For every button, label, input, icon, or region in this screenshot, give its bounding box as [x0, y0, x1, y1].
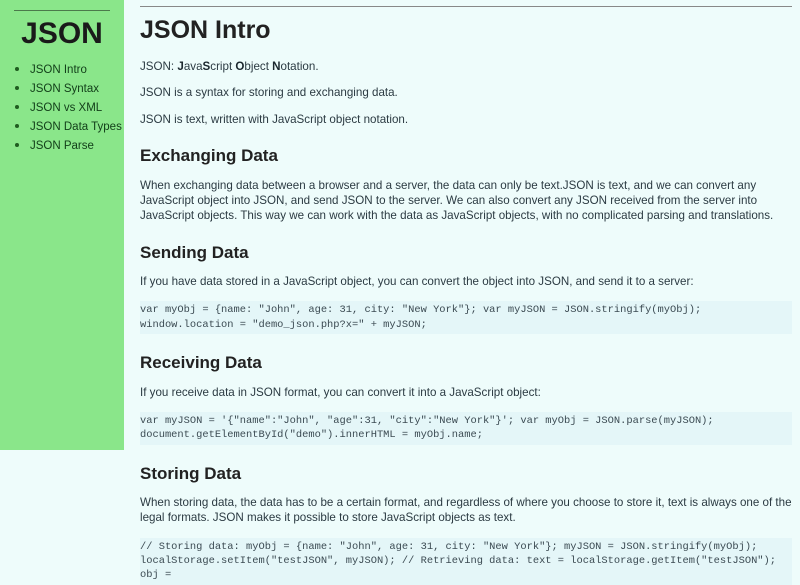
main-content	[124, 0, 800, 582]
list-item	[30, 98, 124, 116]
section-heading-sending-data: Sending Data	[140, 242, 249, 262]
code-block-sending-data: var myObj = {name: "John", age: 31, city: "New York"}; var myJSON = JSON.stringify(myObj); window.location = "demo_json.php?x=" + myJSON;	[140, 301, 792, 334]
acronym-cript: cript	[210, 59, 236, 73]
acronym-letter-o: O	[235, 59, 245, 73]
sidebar-item-json-parse[interactable]: JSON Parse	[30, 140, 94, 152]
section-heading-exchanging-data: Exchanging Data	[140, 146, 278, 166]
section-heading-storing-data: Storing Data	[140, 463, 242, 483]
sidebar-inner	[0, 0, 124, 154]
code-block-storing-data: // Storing data: myObj = {name: "John", age: 31, city: "New York"}; myJSON = JSON.stringify(myObj); localStorage.setItem("testJSON", myJSON); // Retrieving data: text = localStorage.getItem("testJSON"); obj =	[140, 538, 792, 585]
sidebar-item-json-syntax[interactable]: JSON Syntax	[30, 83, 100, 95]
section-paragraph-receiving-data: If you receive data in JSON format, you can convert it into a JavaScript object:	[140, 385, 541, 399]
content-top-divider	[140, 6, 792, 7]
list-item	[30, 60, 124, 78]
acronym-bject: bject	[244, 59, 273, 73]
section-paragraph-storing-data: When storing data, the data has to be a certain format, and regardless of where you choose to store it, text is always one of the legal formats. JSON makes it possible to store JavaScript objects as text.	[140, 496, 792, 525]
list-item	[30, 136, 124, 154]
sidebar	[0, 0, 124, 450]
acronym-letter-j: J	[177, 59, 184, 73]
acronym-prefix: JSON:	[140, 59, 178, 73]
section-paragraph-sending-data: If you have data stored in a JavaScript object, you can convert the object into JSON, and send it to a server:	[140, 275, 694, 289]
intro-paragraph-2: JSON is text, written with JavaScript object notation.	[140, 113, 409, 127]
section-heading-receiving-data: Receiving Data	[140, 353, 262, 373]
list-item	[30, 79, 124, 97]
sidebar-item-json-intro[interactable]: JSON Intro	[30, 64, 87, 76]
acronym-letter-s: S	[202, 59, 211, 73]
sidebar-top-divider	[14, 10, 110, 11]
sidebar-brand-title: JSON	[21, 17, 103, 50]
sidebar-item-json-data-types[interactable]: JSON Data Types	[30, 121, 122, 133]
page-title: JSON Intro	[140, 16, 271, 44]
acronym-otation: otation.	[280, 59, 319, 73]
sidebar-nav-list	[0, 60, 124, 154]
section-paragraph-exchanging-data: When exchanging data between a browser and a server, the data can only be text.JSON is text, and we can convert any JavaScript object into JSON, and send JSON to the server. We can also convert any JSON received from the server into JavaScript objects. This way we can work with the data as JavaScript objects, with no complicated parsing and translations.	[140, 178, 774, 223]
acronym-line	[140, 59, 792, 74]
list-item	[30, 117, 124, 135]
acronym-ava: ava	[183, 59, 203, 73]
sidebar-item-json-vs-xml[interactable]: JSON vs XML	[30, 102, 103, 114]
acronym-letter-n: N	[272, 59, 281, 73]
code-block-receiving-data: var myJSON = '{"name":"John", "age":31, "city":"New York"}'; var myObj = JSON.parse(myJSON); document.getElementById("demo").innerHTML = myObj.name;	[140, 412, 792, 445]
intro-paragraph-1: JSON is a syntax for storing and exchanging data.	[140, 85, 398, 99]
